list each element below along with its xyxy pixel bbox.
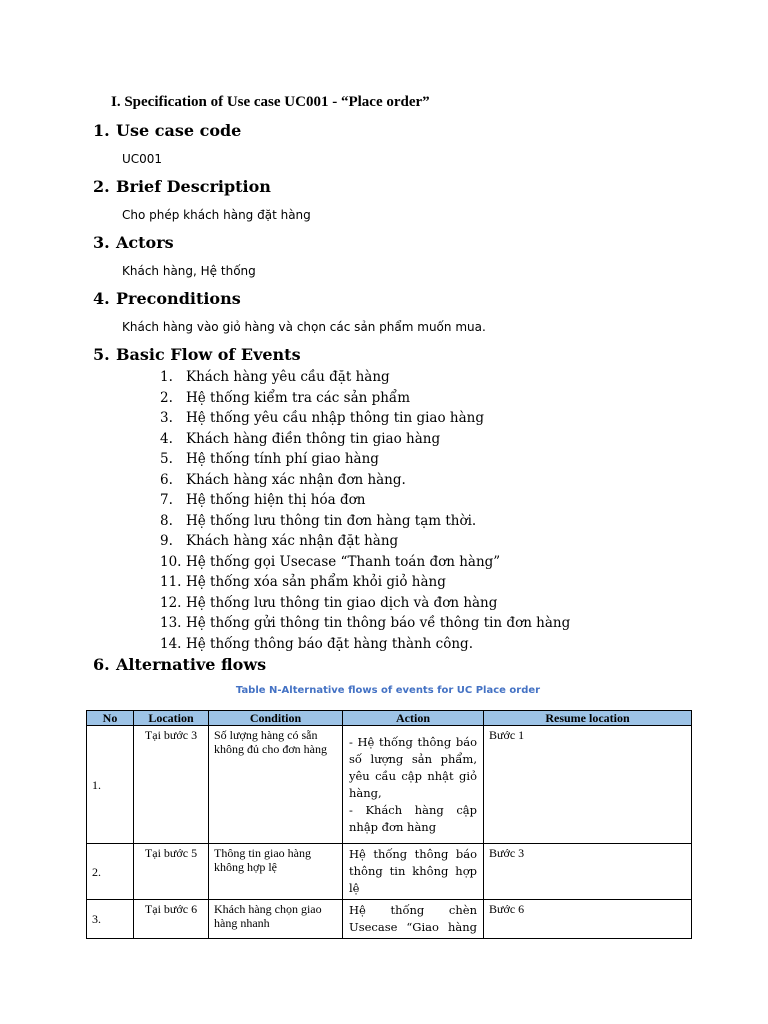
actors-text: Khách hàng, Hệ thống: [122, 264, 256, 278]
table-row: [87, 900, 692, 939]
cell-no: 3.: [87, 900, 134, 939]
section-title-preconditions: [93, 289, 241, 308]
flow-step-number: 9.: [160, 533, 173, 549]
brief-description-text: Cho phép khách hàng đặt hàng: [122, 208, 311, 222]
action-line: Hệ thống thông báo thông tin không hợp lệ: [349, 847, 477, 895]
flow-step-text: Hệ thống kiểm tra các sản phẩm: [186, 389, 411, 406]
table-row: [87, 844, 692, 900]
flow-step-text: Khách hàng yêu cầu đặt hàng: [186, 369, 390, 385]
flow-step-number: 8.: [160, 512, 173, 529]
flow-step-number: 11.: [160, 574, 182, 590]
flow-step: [160, 490, 570, 511]
flow-step-number: 2.: [160, 389, 173, 406]
flow-step: [160, 613, 570, 634]
flow-step-number: 13.: [160, 615, 182, 631]
section-title-actors: [93, 233, 174, 252]
use-case-code-value: UC001: [122, 152, 163, 166]
section-title-text: Actors: [116, 233, 174, 252]
column-header-location: Location: [134, 711, 209, 726]
flow-step-text: Hệ thống xóa sản phẩm khỏi giỏ hàng: [186, 574, 446, 590]
section-number: 2.: [93, 177, 110, 196]
flow-step: [160, 388, 570, 409]
cell-action: [343, 844, 484, 900]
column-header-condition: Condition: [209, 711, 343, 726]
section-number: 6.: [93, 655, 110, 674]
cell-location: Tại bước 6: [134, 900, 209, 939]
cell-location: Tại bước 3: [134, 726, 209, 844]
page-heading: I. Specification of Use case UC001 - “Place order”: [111, 94, 430, 110]
flow-step-text: Hệ thống gọi Usecase “Thanh toán đơn hàng”: [186, 553, 501, 570]
cell-resume-location: Bước 1: [484, 726, 692, 844]
flow-step-text: Hệ thống lưu thông tin giao dịch và đơn hàng: [186, 594, 498, 611]
column-header-no: No: [87, 711, 134, 726]
cell-action: [343, 900, 484, 939]
flow-step-text: Hệ thống tính phí giao hàng: [186, 451, 379, 467]
action-line: Hệ thống chèn Usecase “Giao hàng: [349, 903, 477, 934]
cell-resume-location: Bước 3: [484, 844, 692, 900]
flow-step-number: 5.: [160, 451, 173, 467]
preconditions-text: Khách hàng vào giỏ hàng và chọn các sản phẩm muốn mua.: [122, 320, 486, 334]
flow-step: [160, 511, 570, 532]
flow-step-number: 1.: [160, 369, 173, 385]
table-header-row: [87, 711, 692, 726]
column-header-action: Action: [343, 711, 484, 726]
flow-step: [160, 634, 570, 655]
flow-step: [160, 531, 570, 552]
section-title-text: Basic Flow of Events: [116, 345, 301, 364]
table-row: [87, 726, 692, 844]
flow-step-number: 4.: [160, 430, 173, 447]
flow-step: [160, 572, 570, 593]
action-line: - Khách hàng cập nhập đơn hàng: [349, 802, 477, 834]
flow-step-text: Hệ thống lưu thông tin đơn hàng tạm thời.: [186, 512, 477, 529]
section-number: 4.: [93, 289, 110, 308]
section-title-use-case-code: [93, 121, 241, 140]
flow-step: [160, 367, 570, 388]
flow-step: [160, 470, 570, 491]
cell-location: Tại bước 5: [134, 844, 209, 900]
cell-resume-location: Bước 6: [484, 900, 692, 939]
section-number: 5.: [93, 345, 110, 364]
flow-step-number: 12.: [160, 594, 182, 611]
cell-condition: Khách hàng chọn giao hàng nhanh: [209, 900, 343, 939]
cell-condition: Số lượng hàng có sẵn không đủ cho đơn hàng: [209, 726, 343, 844]
flow-step: [160, 449, 570, 470]
cell-condition: Thông tin giao hàng không hợp lệ: [209, 844, 343, 900]
alternative-flows-table: [86, 710, 692, 939]
section-title-text: Alternative flows: [116, 655, 267, 674]
section-title-basic-flow: [93, 345, 301, 364]
section-title-text: Brief Description: [116, 177, 271, 196]
flow-step-text: Hệ thống yêu cầu nhập thông tin giao hàng: [186, 410, 484, 426]
section-title-text: Preconditions: [116, 289, 241, 308]
action-line: - Hệ thống thông báo số lượng sản phẩm, yêu cầu cập nhật giỏ hàng,: [349, 734, 477, 800]
cell-no: 2.: [87, 844, 134, 900]
flow-step: [160, 429, 570, 450]
flow-step-text: Hệ thống thông báo đặt hàng thành công.: [186, 635, 473, 652]
flow-step-number: 7.: [160, 492, 173, 508]
flow-step-text: Khách hàng xác nhận đặt hàng: [186, 533, 399, 549]
basic-flow-list: [160, 367, 570, 654]
section-number: 1.: [93, 121, 110, 140]
flow-step-number: 3.: [160, 410, 173, 426]
section-title-alternative-flows: [93, 655, 266, 674]
section-title-text: Use case code: [116, 121, 242, 140]
flow-step: [160, 408, 570, 429]
cell-action: [343, 726, 484, 844]
section-number: 3.: [93, 233, 110, 252]
flow-step: [160, 552, 570, 573]
flow-step-text: Hệ thống hiện thị hóa đơn: [186, 492, 366, 508]
flow-step-number: 6.: [160, 471, 173, 488]
cell-no: 1.: [87, 726, 134, 844]
flow-step-text: Khách hàng xác nhận đơn hàng.: [186, 471, 406, 488]
flow-step-text: Khách hàng điền thông tin giao hàng: [186, 430, 441, 447]
section-title-brief-description: [93, 177, 271, 196]
column-header-resume-location: Resume location: [484, 711, 692, 726]
flow-step-number: 10.: [160, 553, 182, 570]
flow-step-text: Hệ thống gửi thông tin thông báo về thông tin đơn hàng: [186, 615, 571, 631]
flow-step-number: 14.: [160, 635, 182, 652]
table-caption: Table N-Alternative flows of events for UC Place order: [235, 685, 541, 696]
flow-step: [160, 593, 570, 614]
